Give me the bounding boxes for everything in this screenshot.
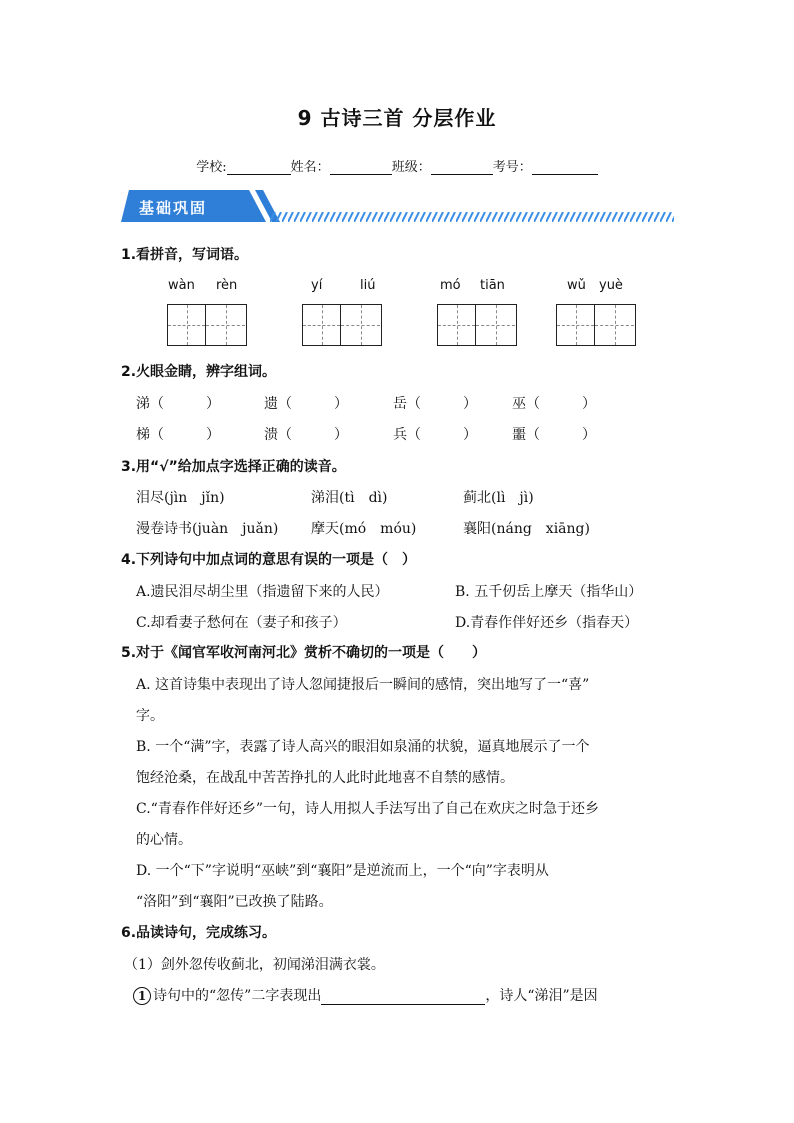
q5-option-d-line1[interactable]: D. 一个“下”字说明“巫峡”到“襄阳”是逆流而上，一个“向”字表明从 — [136, 863, 549, 879]
q2-item-8: 噩（ ） — [512, 427, 596, 443]
question-6: 6.品读诗句，完成练习。 — [121, 925, 277, 941]
q3-item-4: 漫卷诗书(juàn juǎn) — [136, 521, 279, 537]
q3-item-5: 摩天(mó móu) — [311, 521, 417, 537]
question-1: 1.看拼音，写词语。 — [121, 247, 249, 263]
class-blank[interactable] — [431, 160, 493, 175]
exam-no-blank[interactable] — [532, 160, 598, 175]
page-title: 9 古诗三首 分层作业 — [297, 106, 497, 130]
q6-sub-1: （1）剑外忽传收蓟北，初闻涕泪满衣裳。 — [124, 957, 385, 973]
pinyin-4a: wǔ — [567, 278, 586, 293]
q2-item-6: 溃（ ） — [264, 427, 348, 443]
q5-option-b-line2: 饱经沧桑，在战乱中苦苦挣扎的人此时此地喜不自禁的感情。 — [136, 770, 514, 786]
name-blank[interactable] — [330, 160, 392, 175]
q5-option-a-line1[interactable]: A. 这首诗集中表现出了诗人忽闻捷报后一瞬间的感情，突出地写了一“喜” — [136, 677, 590, 693]
writing-grid-2[interactable] — [302, 304, 382, 346]
section-stripes — [270, 212, 674, 222]
pinyin-2b: liú — [360, 278, 376, 293]
q5-option-c-line1[interactable]: C.“青春作伴好还乡”一句，诗人用拟人手法写出了自己在欢庆之时急于还乡 — [136, 801, 599, 817]
writing-grid-3[interactable] — [437, 304, 517, 346]
writing-grid-4[interactable] — [556, 304, 636, 346]
q5-option-b-line1[interactable]: B. 一个“满”字，表露了诗人高兴的眼泪如泉涌的状貌，逼真地展示了一个 — [136, 739, 590, 755]
q3-item-6: 襄阳(náng xiāng) — [463, 521, 590, 537]
school-label: 学校: — [196, 160, 227, 175]
q3-item-1: 泪尽(jìn jǐn) — [136, 490, 225, 506]
exam-no-label: 考号： — [492, 160, 532, 175]
pinyin-1b: rèn — [216, 278, 238, 293]
question-3: 3.用“√”给加点字选择正确的读音。 — [121, 459, 346, 475]
question-2: 2.火眼金睛，辨字组词。 — [121, 364, 277, 380]
q2-item-4: 巫（ ） — [512, 396, 596, 412]
student-info-line — [0, 156, 794, 175]
circled-number: 1 — [133, 987, 151, 1005]
q5-option-c-line2: 的心情。 — [136, 832, 192, 848]
pinyin-2a: yí — [311, 278, 323, 293]
pinyin-1a: wàn — [168, 278, 195, 293]
q5-option-a-line2: 字。 — [136, 708, 164, 724]
q4-option-c[interactable]: C.却看妻子愁何在（妻子和孩子） — [136, 615, 347, 631]
question-4: 4.下列诗句中加点词的意思有误的一项是（ ） — [121, 552, 417, 568]
q6-answer-blank[interactable] — [321, 990, 485, 1005]
q2-item-3: 岳（ ） — [393, 396, 477, 412]
writing-grid-1[interactable] — [167, 304, 247, 346]
section-title: 基础巩固 — [139, 199, 208, 217]
pinyin-3a: mó — [440, 278, 461, 293]
q4-option-d[interactable]: D.青春作伴好还乡（指春天） — [455, 615, 639, 631]
school-blank[interactable] — [227, 160, 291, 175]
q2-item-1: 涕（ ） — [136, 396, 220, 412]
pinyin-4b: yuè — [599, 278, 623, 293]
name-label: 姓名： — [290, 160, 330, 175]
q5-option-d-line2: “洛阳”到“襄阳”已改换了陆路。 — [136, 894, 333, 910]
q3-item-3: 蓟北(lì jì) — [463, 490, 534, 506]
q6-sub-1-prompt — [133, 985, 598, 1005]
pinyin-3b: tiān — [480, 278, 505, 293]
q4-option-b[interactable]: B. 五千仞岳上摩天（指华山） — [455, 584, 643, 600]
q6-prompt-part2: ，诗人“涕泪”是因 — [485, 988, 598, 1004]
q3-item-2: 涕泪(tì dì) — [311, 490, 388, 506]
class-label: 班级： — [391, 160, 431, 175]
q2-item-5: 梯（ ） — [136, 427, 220, 443]
q4-option-a[interactable]: A.遗民泪尽胡尘里（指遗留下来的人民） — [136, 584, 389, 600]
q6-prompt-part1: 诗句中的“忽传”二字表现出 — [153, 988, 322, 1004]
question-5: 5.对于《闻官军收河南河北》赏析不确切的一项是（ ） — [121, 645, 487, 661]
q2-item-2: 遗（ ） — [264, 396, 348, 412]
q2-item-7: 兵（ ） — [393, 427, 477, 443]
